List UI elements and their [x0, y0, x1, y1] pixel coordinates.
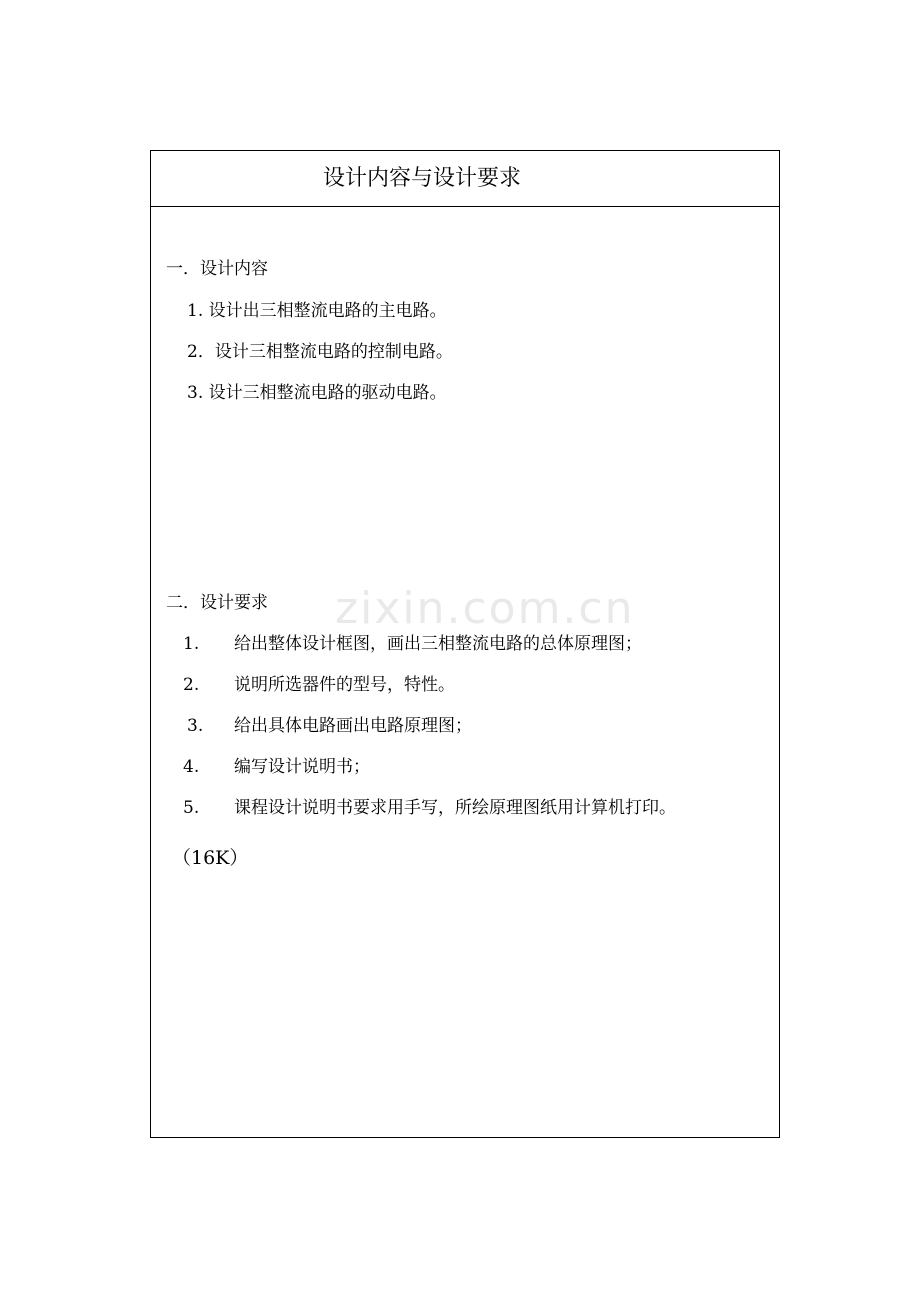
section1-item-1: 1. 设计出三相整流电路的主电路。	[187, 301, 447, 321]
title-row	[151, 151, 779, 207]
section2-item-2-text: 说明所选器件的型号，特性。	[234, 675, 455, 695]
section1-item-2: 2．设计三相整流电路的控制电路。	[187, 342, 453, 362]
section2-item-4-number: 4.	[183, 757, 200, 777]
section2-item-3-number: 3.	[187, 716, 204, 736]
page-title: 设计内容与设计要求	[323, 166, 522, 191]
section2-item-4-text: 编写设计说明书；	[234, 757, 370, 777]
watermark: zixin.com.cn	[335, 583, 635, 634]
paper-size-note: （16K）	[172, 847, 249, 869]
section1-item-3: 3. 设计三相整流电路的驱动电路。	[187, 383, 447, 403]
section2-item-1-text: 给出整体设计框图，画出三相整流电路的总体原理图；	[234, 634, 642, 654]
section2-item-3-text: 给出具体电路画出电路原理图；	[234, 716, 472, 736]
section2-heading: 二．设计要求	[166, 593, 268, 613]
section2-item-2-number: 2.	[183, 675, 200, 695]
section2-item-5-text: 课程设计说明书要求用手写，所绘原理图纸用计算机打印。	[234, 798, 676, 818]
section2-item-5-number: 5.	[183, 798, 200, 818]
section1-heading: 一．设计内容	[166, 259, 268, 279]
section2-item-1-number: 1.	[183, 634, 200, 654]
